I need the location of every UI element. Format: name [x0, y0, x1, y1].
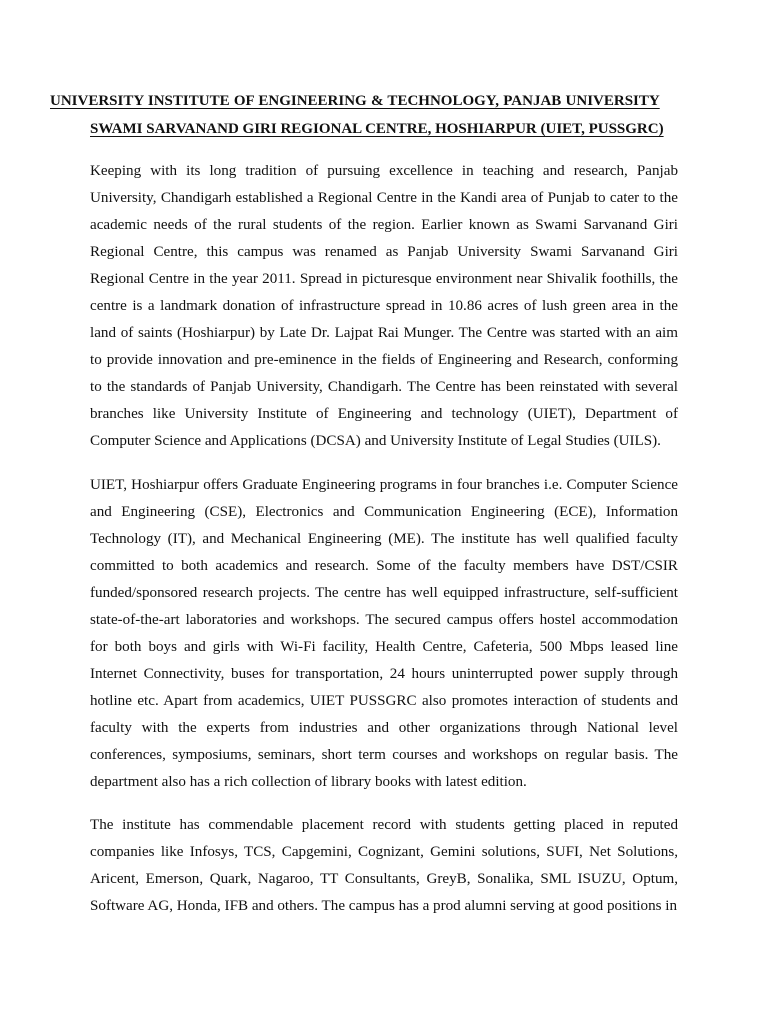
paragraph-placements: The institute has commendable placement record with students getting placed in reputed companies like Infosys, TCS, Capgemini, Cognizant, Gemini solutions, SUFI, Net Solutions, Aricent, Emerson, Quark, Nagaroo, TT Consultants, GreyB, Sonalika, SML ISUZU, Optum, Software AG, Honda, IFB and others. The campus has a prod alumni serving at good positions in [90, 817, 678, 914]
document-title-line-2: SWAMI SARVANAND GIRI REGIONAL CENTRE, HOSHIARPUR (UIET, PUSSGRC) [90, 121, 664, 137]
paragraph-programs-and-facilities: UIET, Hoshiarpur offers Graduate Engineering programs in four branches i.e. Computer Science and Engineering (CSE), Electronics and Communication Engineering (ECE), Information Technology (IT), and Mechanical Engineering (ME). The institute has well qualified faculty committed to both academics and research. Some of the faculty members have DST/CSIR funded/sponsored research projects. The centre has well equipped infrastructure, self-sufficient state-of-the-art laboratories and workshops. The secured campus offers hostel accommodation for both boys and girls with Wi-Fi facility, Health Centre, Cafeteria, 500 Mbps leased line Internet Connectivity, buses for transportation, 24 hours uninterrupted power supply through hotline etc. Apart from academics, UIET PUSSGRC also promotes interaction of students and faculty with the experts from industries and other organizations through National level conferences, symposiums, seminars, short term courses and workshops on regular basis. The department also has a rich collection of library books with latest edition. [90, 477, 678, 790]
document-title-line-1: UNIVERSITY INSTITUTE OF ENGINEERING & TECHNOLOGY, PANJAB UNIVERSITY [50, 93, 660, 109]
paragraph-introduction: Keeping with its long tradition of pursuing excellence in teaching and research, Panjab University, Chandigarh established a Regional Centre in the Kandi area of Punjab to cater to the academic needs of the rural students of the region. Earlier known as Swami Sarvanand Giri Regional Centre, this campus was renamed as Panjab University Swami Sarvanand Giri Regional Centre in the year 2011. Spread in picturesque environment near Shivalik foothills, the centre is a landmark donation of infrastructure spread in 10.86 acres of lush green area in the land of saints (Hoshiarpur) by Late Dr. Lajpat Rai Munger. The Centre was started with an aim to provide innovation and pre-eminence in the fields of Engineering and Research, conforming to the standards of Panjab University, Chandigarh. The Centre has been reinstated with several branches like University Institute of Engineering and technology (UIET), Department of Computer Science and Applications (DCSA) and University Institute of Legal Studies (UILS). [90, 163, 678, 449]
